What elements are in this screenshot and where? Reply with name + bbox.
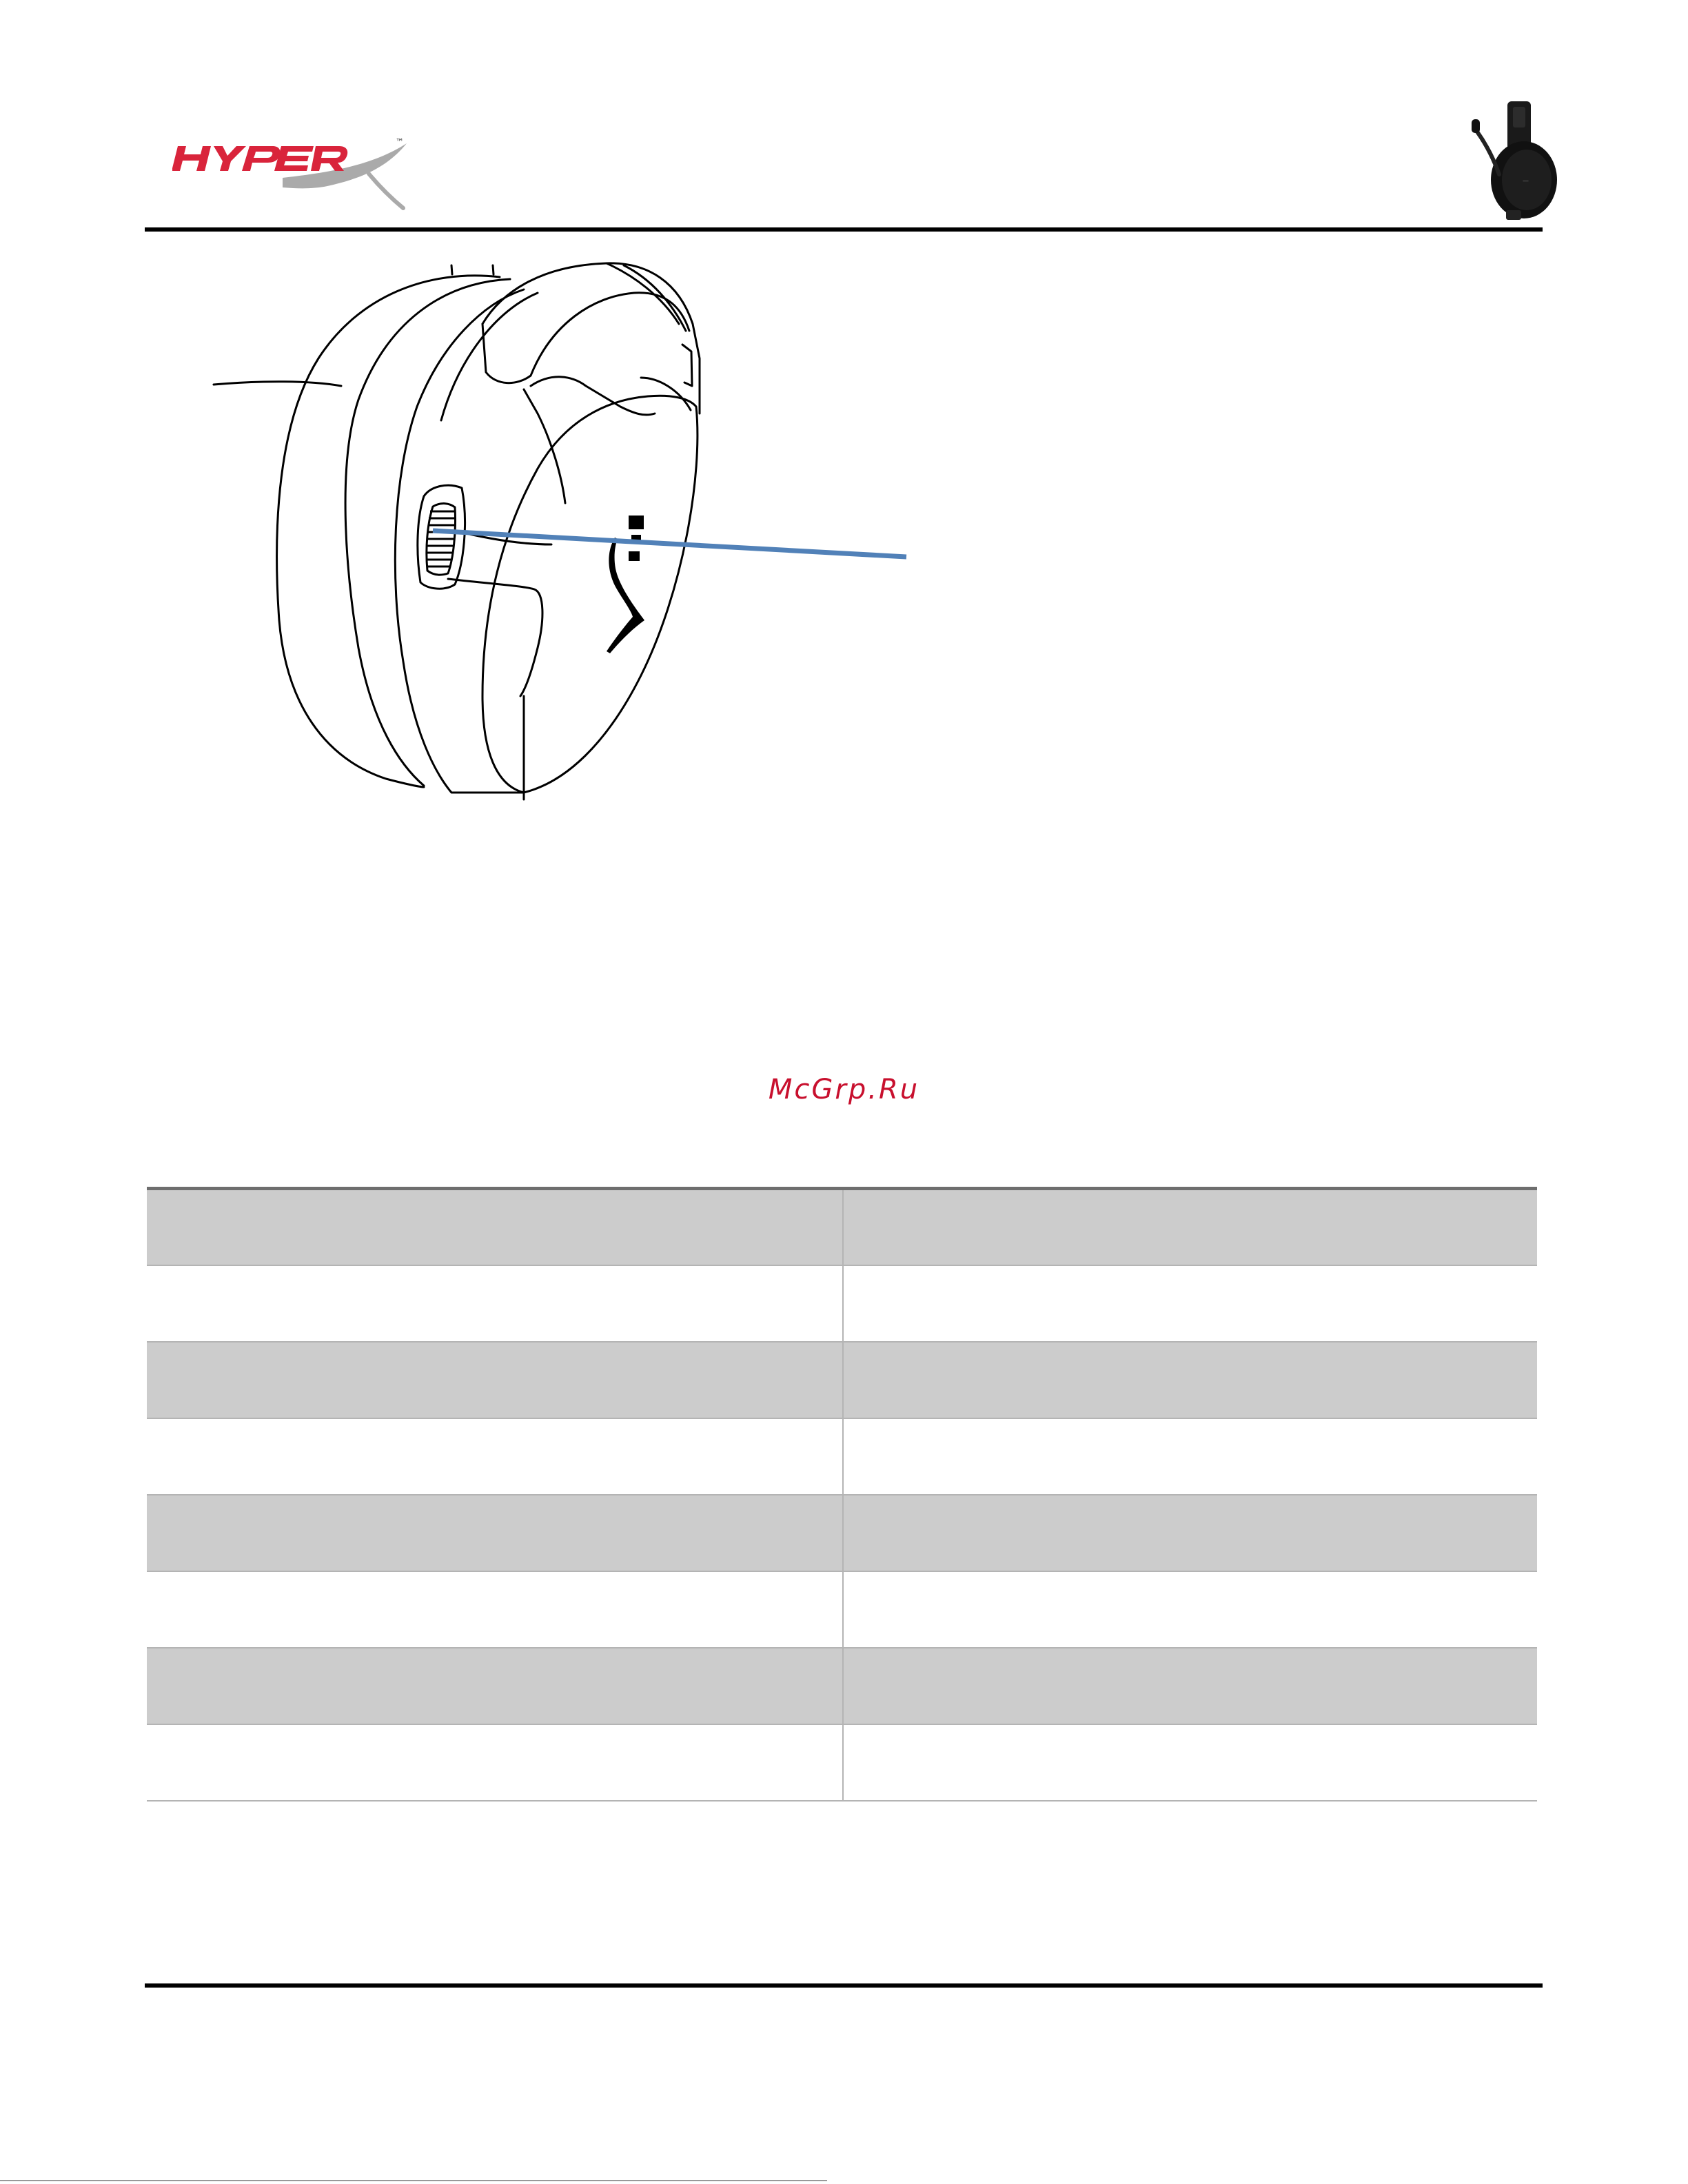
headset-icon (1465, 100, 1561, 224)
footer-rule (145, 1983, 1543, 1988)
table-cell (147, 1495, 843, 1571)
table-row (147, 1342, 1537, 1418)
table-cell (843, 1265, 1537, 1342)
callout-line (433, 531, 906, 557)
table-cell (843, 1342, 1537, 1418)
table-cell (843, 1571, 1537, 1648)
table-cell (843, 1189, 1537, 1265)
table-cell (843, 1724, 1537, 1801)
headset-earcup-illustration (207, 262, 924, 806)
table-row (147, 1495, 1537, 1571)
header-rule (145, 227, 1543, 232)
earcup-faceplate (482, 396, 698, 793)
headband-slider (482, 263, 700, 414)
hyperx-wordmark (172, 146, 347, 171)
table-cell (147, 1418, 843, 1495)
volume-wheel (418, 485, 465, 589)
spec-table (147, 1187, 1537, 1802)
table-cell (147, 1724, 843, 1801)
table-row (147, 1265, 1537, 1342)
table-cell (147, 1648, 843, 1724)
trademark-symbol: ™ (396, 137, 404, 147)
wheel-ridges (427, 511, 455, 567)
table-cell (147, 1265, 843, 1342)
table-cell (843, 1418, 1537, 1495)
scan-edge-line (0, 2180, 827, 2181)
table-row (147, 1724, 1537, 1801)
watermark-text: McGrp.Ru (768, 1074, 920, 1105)
hyperx-emblem-icon (607, 516, 644, 653)
table-cell (147, 1571, 843, 1648)
table-row (147, 1648, 1537, 1724)
svg-text:—: — (1523, 178, 1529, 185)
table-row (147, 1571, 1537, 1648)
hyperx-logo (172, 131, 420, 214)
table-cell (843, 1495, 1537, 1571)
table-cell (147, 1189, 843, 1265)
table-row (147, 1189, 1537, 1265)
table-cell (843, 1648, 1537, 1724)
table-cell (147, 1342, 843, 1418)
table-row (147, 1418, 1537, 1495)
